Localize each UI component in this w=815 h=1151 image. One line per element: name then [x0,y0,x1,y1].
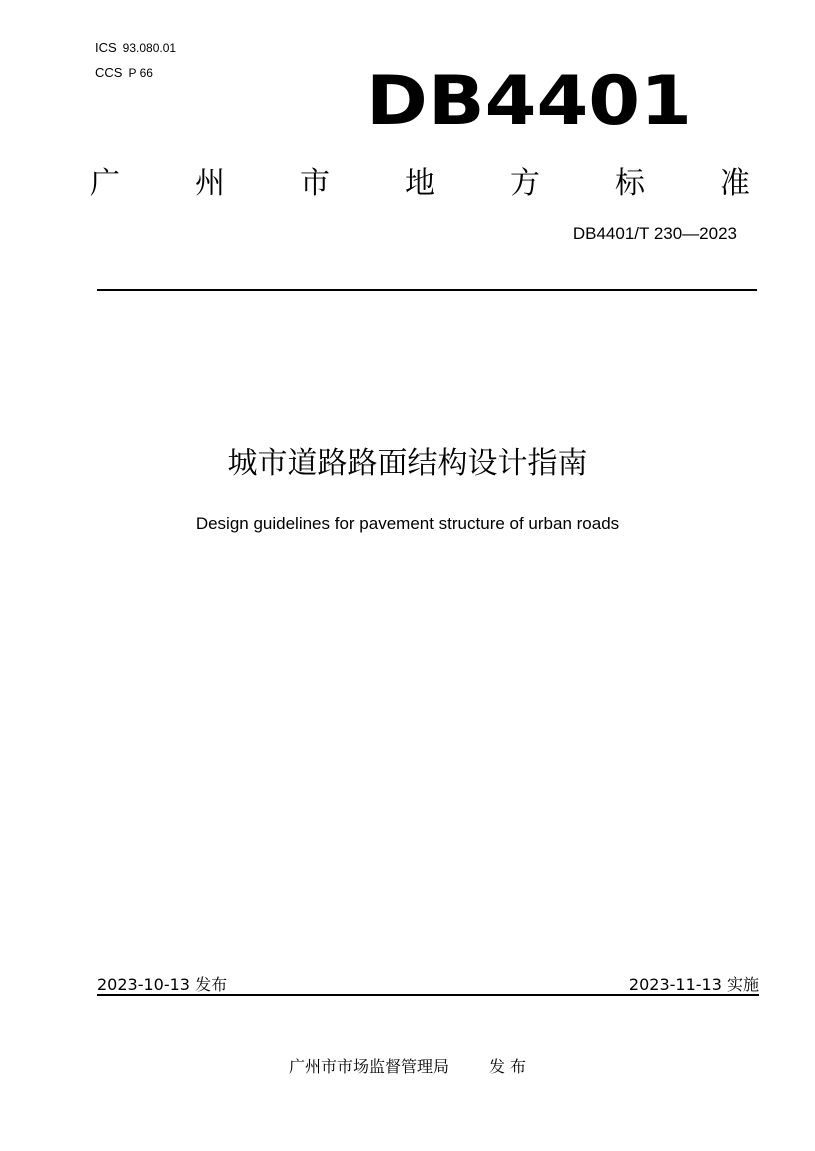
standard-type-char: 广 [90,166,120,201]
standard-number: DB4401/T 230—2023 [572,224,737,243]
issuing-authority [0,1054,815,1077]
document-title-chinese: 城市道路路面结构设计指南 [227,446,588,481]
ics-value: 93.080.01 [122,41,177,55]
standard-type-char: 州 [195,166,225,201]
footer-divider [97,994,759,996]
ics-label: ICS [95,40,117,55]
ccs-value: P 66 [128,66,153,80]
standard-type-char: 标 [615,166,645,201]
implementation-date: 2023-11-13 实施 [628,975,759,994]
db4401-logo [366,66,696,132]
standard-type-char: 方 [510,166,540,201]
ics-code [95,40,176,56]
issuer-action: 发 布 [488,1057,527,1076]
document-title-english: Design guidelines for pavement structure of urban roads [195,514,620,533]
header-divider [97,289,757,291]
issuer-name: 广州市市场监督管理局 [288,1057,449,1076]
issue-date: 2023-10-13 发布 [97,975,228,994]
standard-type-char: 地 [405,166,435,201]
ccs-code [95,65,153,81]
standard-type-heading [90,160,750,200]
standard-type-char: 准 [720,166,750,201]
standard-type-char: 市 [300,166,330,201]
logo-text: DB4401 [366,66,692,132]
ccs-label: CCS [95,65,123,80]
